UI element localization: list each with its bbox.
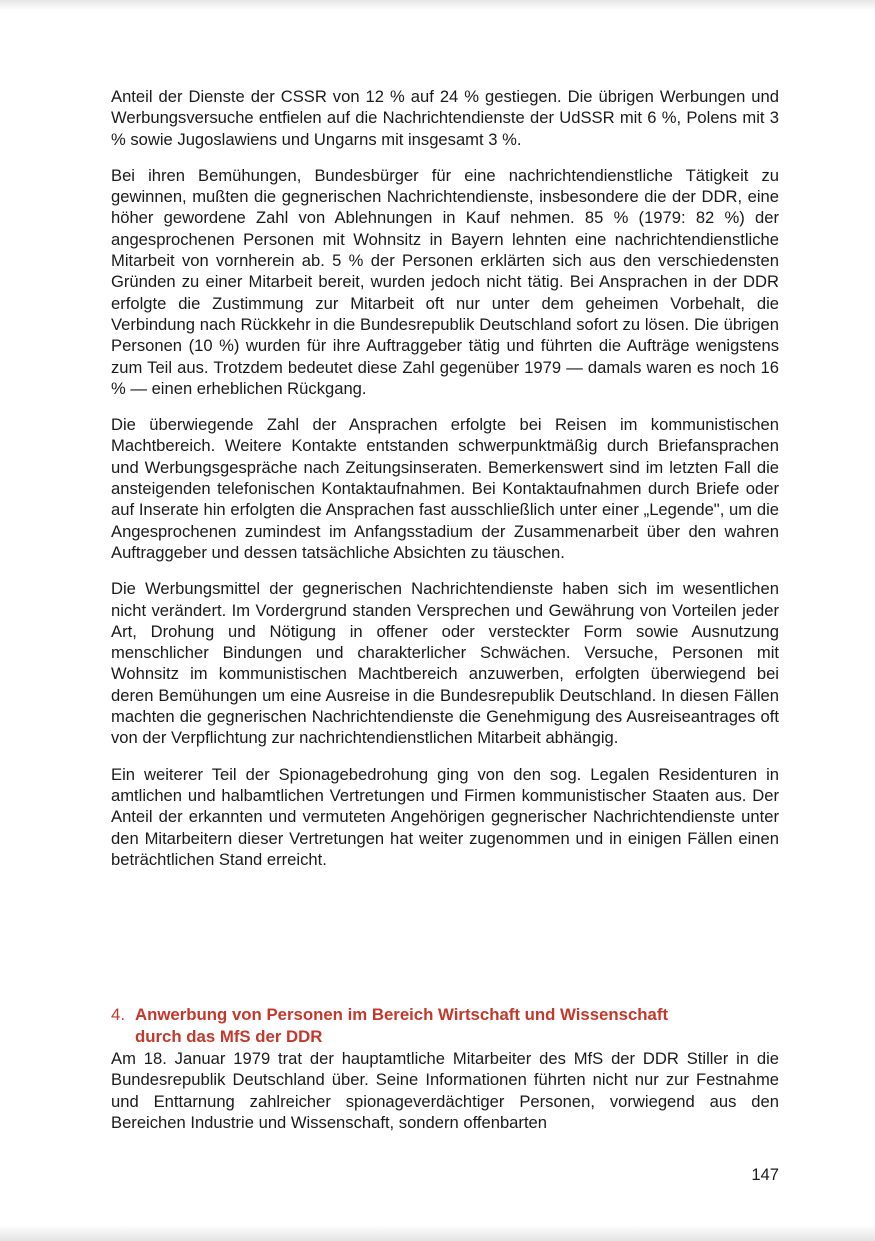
section-title-line-2: durch das MfS der DDR — [135, 1026, 323, 1046]
section-number: 4. — [111, 1005, 125, 1024]
paragraph-2: Bei ihren Bemühungen, Bundesbürger für eine nachrichtendienstliche Tätigkeit zu gewinnen, mußten die gegnerischen Nachrichtendienste, insbesondere die der DDR, eine höher gewordene Zahl von Ablehnungen in Kauf nehmen. 85 % (1979: 82 %) der angesprochenen Personen mit Wohnsitz in Bayern lehnten eine nachrichtendienstliche Mitarbeit von vornherein ab. 5 % der Personen erklärten sich aus den verschiedensten Gründen zu einer Mitarbeit bereit, wurden jedoch nicht tätig. Bei Ansprachen in der DDR erfolgte die Zustimmung zur Mitarbeit oft nur unter dem geheimen Vorbehalt, die Verbindung nach Rückkehr in die Bundesrepublik Deutschland sofort zu lösen. Die übrigen Personen (10 %) wurden für ihre Auftraggeber tätig und führten die Aufträge wenigstens zum Teil aus. Trotzdem bedeutet diese Zahl gegenüber 1979 — damals waren es noch 16 % — einen erheblichen Rückgang. — [111, 165, 779, 398]
paragraph-4: Die Werbungsmittel der gegnerischen Nachrichtendienste haben sich im wesentlichen nicht verändert. Im Vordergrund standen Versprechen und Gewährung von Vorteilen jeder Art, Drohung und Nötigung in offener oder versteckter Form sowie Ausnutzung menschlicher Bindungen und charakterlicher Schwächen. Versuche, Personen mit Wohnsitz im kommunistischen Machtbereich anzuwerben, erfolgten überwiegend bei deren Bemühungen um eine Ausreise in die Bundesrepublik Deutschland. In diesen Fällen machten die gegnerischen Nachrichtendienste die Genehmigung des Ausreiseantrages oft von der Verpflichtung zur nachrichtendienstlichen Mitarbeit abhängig. — [111, 579, 779, 748]
page-number: 147 — [751, 1165, 779, 1184]
section-heading — [111, 1004, 779, 1047]
paragraph-5: Ein weiterer Teil der Spionagebedrohung ging von den sog. Legalen Residenturen in amtlichen und halbamtlichen Vertretungen und Firmen kommunistischer Staaten aus. Der Anteil der erkannten und vermuteten Angehörigen gegnerischer Nachrichtendienste unter den Mitarbeitern dieser Vertretungen hat weiter zugenommen und in einigen Fällen einen beträchtlichen Stand erreicht. — [111, 764, 779, 869]
section-heading-line-1 — [111, 1004, 779, 1026]
page-top-edge — [0, 0, 875, 10]
page-bottom-edge — [0, 1225, 875, 1241]
section-paragraph: Am 18. Januar 1979 trat der hauptamtliche Mitarbeiter des MfS der DDR Stiller in die Bundesrepublik Deutschland über. Seine Informationen führten nicht nur zur Festnahme und Enttarnung zahlreicher spionageverdächtiger Personen, vorwiegend aus den Bereichen Industrie und Wissenschaft, sondern offenbarten — [111, 1049, 779, 1132]
paragraph-3: Die überwiegende Zahl der Ansprachen erfolgte bei Reisen im kommunistischen Machtbereich. Weitere Kontakte entstanden schwerpunktmäßig durch Briefansprachen und Werbungsgespräche nach Zeitungsinseraten. Bemerkenswert sind im letzten Fall die ansteigenden telefonischen Kontaktaufnahmen. Bei Kontaktaufnahmen durch Briefe oder auf Inserate hin erfolgten die Ansprachen fast ausschließlich unter einer „Legende", um die Angesprochenen zumindest im Anfangsstadium der Zusammenarbeit über den wahren Auftraggeber und dessen tatsächliche Absichten zu täuschen. — [111, 415, 779, 562]
paragraph-1: Anteil der Dienste der CSSR von 12 % auf 24 % gestiegen. Die übrigen Werbungen und Werbungsversuche entfielen auf die Nachrichtendienste der UdSSR mit 6 %, Polens mit 3 % sowie Jugoslawiens und Ungarns mit insgesamt 3 %. — [111, 87, 779, 149]
body-text — [111, 86, 779, 885]
section-title-line-1: Anwerbung von Personen im Bereich Wirtschaft und Wissenschaft — [135, 1005, 669, 1024]
